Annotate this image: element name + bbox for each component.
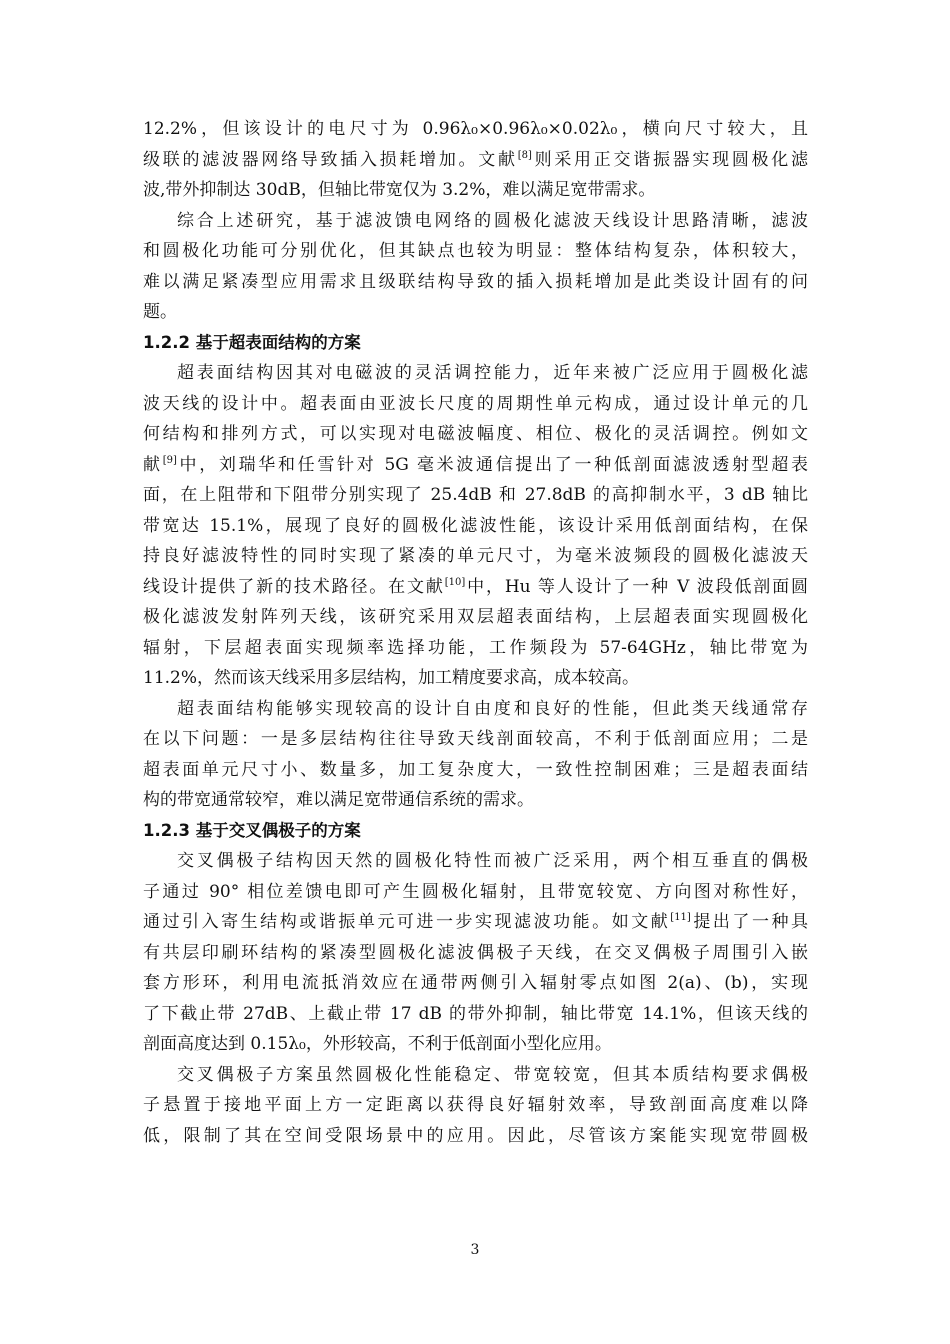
citation: [10]	[444, 576, 466, 588]
text-line: 超表面结构能够实现较高的设计自由度和良好的性能，但此类天线通常存	[177, 698, 808, 719]
text-line: 低，限制了其在空间受限场景中的应用。因此，尽管该方案能实现宽带圆极	[143, 1125, 808, 1146]
text-line: 超表面单元尺寸小、数量多，加工复杂度大，一致性控制困难；三是超表面结	[143, 759, 808, 780]
text-line: 线设计提供了新的技术路径。在文献[10]中，Hu 等人设计了一种 V 波段低剖面圆	[143, 576, 808, 597]
text-line: 波,带外抑制达 30dB，但轴比带宽仅为 3.2%，难以满足宽带需求。	[143, 180, 656, 200]
text-line: 持良好滤波特性的同时实现了紧凑的单元尺寸，为毫米波频段的圆极化滤波天	[143, 546, 808, 566]
text-line: 级联的滤波器网络导致插入损耗增加。文献[8]则采用正交谐振器实现圆极化滤	[143, 149, 808, 170]
text-line: 在以下问题：一是多层结构往往导致天线剖面较高，不利于低剖面应用；二是	[143, 729, 808, 749]
text-line: 11.2%，然而该天线采用多层结构，加工精度要求高，成本较高。	[143, 668, 640, 688]
citation: [8]	[517, 149, 532, 161]
text-line: 有共层印刷环结构的紧凑型圆极化滤波偶极子天线，在交叉偶极子周围引入嵌	[143, 942, 808, 963]
section-heading: 1.2.3 基于交叉偶极子的方案	[143, 820, 361, 840]
text-line: 面，在上阻带和下阻带分别实现了 25.4dB 和 27.8dB 的高抑制水平，3 dB 轴比	[143, 485, 808, 505]
text-line: 通过引入寄生结构或谐振单元可进一步实现滤波功能。如文献[11]提出了一种具	[143, 912, 808, 932]
text-line: 辐射，下层超表面实现频率选择功能，工作频段为 57-64GHz，轴比带宽为	[143, 637, 808, 658]
text-line: 构的带宽通常较窄，难以满足宽带通信系统的需求。	[143, 790, 534, 810]
text-line: 12.2%，但该设计的电尺寸为 0.96λ₀×0.96λ₀×0.02λ₀，横向尺寸较大，且	[143, 119, 808, 139]
page-number: 3	[470, 1242, 480, 1258]
text-line: 带宽达 15.1%，展现了良好的圆极化滤波性能，该设计采用低剖面结构，在保	[143, 515, 808, 536]
text-line: 何结构和排列方式，可以实现对电磁波幅度、相位、极化的灵活调控。例如文	[143, 424, 808, 444]
text-line: 子悬置于接地平面上方一定距离以获得良好辐射效率，导致剖面高度难以降	[143, 1095, 808, 1115]
text-line: 子通过 90° 相位差馈电即可产生圆极化辐射，且带宽较宽、方向图对称性好，	[143, 881, 808, 902]
citation: [11]	[670, 912, 691, 923]
text-line: 剖面高度达到 0.15λ₀，外形较高，不利于低剖面小型化应用。	[143, 1034, 612, 1054]
text-line: 综合上述研究，基于滤波馈电网络的圆极化滤波天线设计思路清晰，滤波	[177, 210, 808, 231]
text-line: 献[9]中，刘瑞华和任雪针对 5G 毫米波通信提出了一种低剖面滤波透射型超表	[143, 454, 808, 475]
text-line: 题。	[143, 302, 177, 322]
text-line: 交叉偶极子结构因天然的圆极化特性而被广泛采用，两个相互垂直的偶极	[177, 851, 808, 871]
text-line: 了下截止带 27dB、上截止带 17 dB 的带外抑制，轴比带宽 14.1%，但该天线的	[143, 1003, 808, 1024]
text-line: 极化滤波发射阵列天线，该研究采用双层超表面结构，上层超表面实现圆极化	[143, 607, 808, 627]
text-line: 难以满足紧凑型应用需求且级联结构导致的插入损耗增加是此类设计固有的问	[143, 271, 808, 292]
text-line: 和圆极化功能可分别优化，但其缺点也较为明显：整体结构复杂，体积较大，	[143, 241, 808, 261]
text-line: 波天线的设计中。超表面由亚波长尺度的周期性单元构成，通过设计单元的几	[143, 393, 808, 414]
text-line: 套方形环，利用电流抵消效应在通带两侧引入辐射零点如图 2(a)、(b)，实现	[143, 973, 808, 993]
text-line: 超表面结构因其对电磁波的灵活调控能力，近年来被广泛应用于圆极化滤	[177, 363, 808, 383]
text-line: 交叉偶极子方案虽然圆极化性能稳定、带宽较宽，但其本质结构要求偶极	[177, 1064, 808, 1085]
body-text	[143, 114, 808, 1151]
section-heading: 1.2.2 基于超表面结构的方案	[143, 332, 361, 352]
citation: [9]	[162, 454, 177, 466]
